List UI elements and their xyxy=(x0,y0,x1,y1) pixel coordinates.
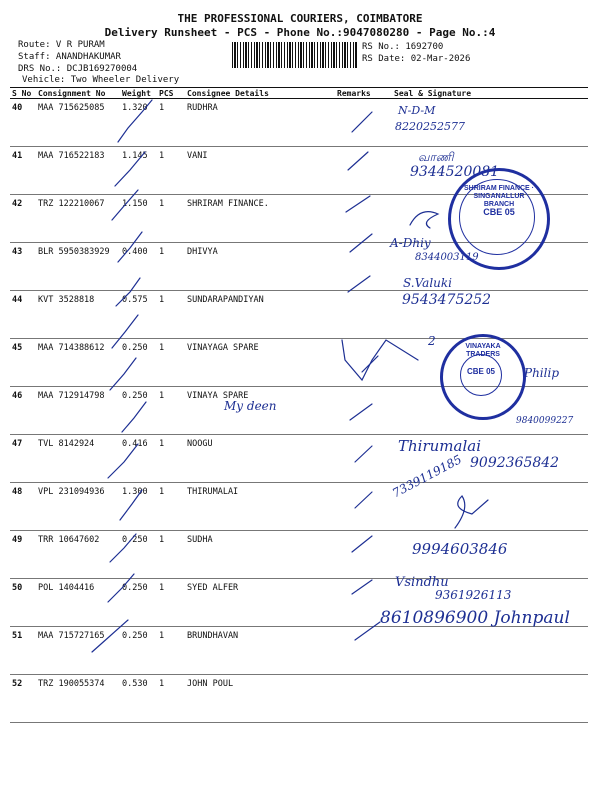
column-header: PCS xyxy=(157,88,185,99)
pcs: 1 xyxy=(157,483,185,531)
handwritten-phone: 9344520081 xyxy=(410,164,500,180)
handwritten-name: A-Dhiy xyxy=(390,236,431,250)
consignment-no: MAA 715625085 xyxy=(36,99,120,147)
tick-mark xyxy=(122,402,146,432)
vinayaka-seal xyxy=(440,334,526,420)
signature-stroke xyxy=(410,212,438,228)
handwritten-phone: 9543475252 xyxy=(402,292,492,308)
serial-no: 46 xyxy=(10,387,36,435)
remark-stroke xyxy=(352,536,372,552)
column-header: Seal & Signature xyxy=(392,88,588,99)
consignment-no: MAA 716522183 xyxy=(36,147,120,195)
consignee: BRUNDHAVAN xyxy=(185,627,335,675)
weight: 0.250 xyxy=(120,627,157,675)
tick-mark xyxy=(118,100,152,142)
remark-stroke xyxy=(348,276,370,292)
shriram-seal xyxy=(448,168,550,270)
consignee: VINAYA SPARE xyxy=(185,387,335,435)
column-header: Remarks xyxy=(335,88,392,99)
tick-mark xyxy=(112,315,138,348)
consignment-no: VPL 231094936 xyxy=(36,483,120,531)
consignee: JOHN POUL xyxy=(185,675,335,723)
consignee: DHIVYA xyxy=(185,243,335,291)
remark-stroke xyxy=(350,234,372,252)
rs-number: RS No.: 1692700 xyxy=(362,42,444,52)
pcs: 1 xyxy=(157,243,185,291)
consignment-no: TVL 8142924 xyxy=(36,435,120,483)
handwritten-name: Vsindhu xyxy=(395,575,449,590)
drs-number: DRS No.: DCJB169270004 xyxy=(18,64,138,74)
serial-no: 52 xyxy=(10,675,36,723)
pcs: 1 xyxy=(157,435,185,483)
pcs: 1 xyxy=(157,339,185,387)
serial-no: 43 xyxy=(10,243,36,291)
consignee: SHRIRAM FINANCE. xyxy=(185,195,335,243)
consignee: RUDHRA xyxy=(185,99,335,147)
consignment-no: POL 1404416 xyxy=(36,579,120,627)
weight: 0.530 xyxy=(120,675,157,723)
pcs: 1 xyxy=(157,291,185,339)
consignment-no: MAA 712914798 xyxy=(36,387,120,435)
weight: 0.400 xyxy=(120,243,157,291)
consignee: NOOGU xyxy=(185,435,335,483)
pcs: 1 xyxy=(157,195,185,243)
weight: 0.416 xyxy=(120,435,157,483)
weight: 0.575 xyxy=(120,291,157,339)
tick-mark xyxy=(116,278,140,306)
serial-no: 45 xyxy=(10,339,36,387)
consignment-no: TRZ 122210067 xyxy=(36,195,120,243)
handwritten-phone: 9361926113 xyxy=(435,588,512,602)
serial-no: 49 xyxy=(10,531,36,579)
weight: 1.320 xyxy=(120,99,157,147)
vehicle-label: Vehicle: Two Wheeler Delivery xyxy=(22,75,180,85)
consignee: VINAYAGA SPARE xyxy=(185,339,335,387)
weight: 1.300 xyxy=(120,483,157,531)
consignee: VANI xyxy=(185,147,335,195)
serial-no: 51 xyxy=(10,627,36,675)
column-header: S No xyxy=(10,88,36,99)
route-label: Route: V R PURAM xyxy=(18,40,105,50)
seal-code: CBE 05 xyxy=(466,367,495,376)
column-header: Consignee Details xyxy=(185,88,335,99)
serial-no: 44 xyxy=(10,291,36,339)
serial-no: 50 xyxy=(10,579,36,627)
weight: 1.145 xyxy=(120,147,157,195)
pcs: 1 xyxy=(157,387,185,435)
handwritten-name: Thirumalai xyxy=(398,437,481,455)
serial-no: 41 xyxy=(10,147,36,195)
tick-mark xyxy=(110,358,136,390)
tick-mark xyxy=(108,574,134,602)
pcs: 1 xyxy=(157,531,185,579)
remark-stroke xyxy=(346,196,370,212)
consignment-no: BLR 5950383929 xyxy=(36,243,120,291)
document-subtitle: Delivery Runsheet - PCS - Phone No.:9047080280 - Page No.:4 xyxy=(104,26,496,39)
seal-text: VINAYAKA TRADERS xyxy=(465,343,501,358)
handwritten-name: வாணி xyxy=(418,150,454,164)
pcs: 1 xyxy=(157,99,185,147)
seal-text: SHRIRAM FINANCE · SINGANALLUR BRANCH xyxy=(464,185,534,208)
consignee: SUNDARAPANDIYAN xyxy=(185,291,335,339)
pcs: 1 xyxy=(157,627,185,675)
handwritten-consignee-extra: My deen xyxy=(224,399,277,413)
handwritten-name: Philip xyxy=(524,366,559,380)
consignee: THIRUMALAI xyxy=(185,483,335,531)
tick-mark xyxy=(110,534,136,562)
consignee: SUDHA xyxy=(185,531,335,579)
remark-stroke xyxy=(348,152,368,170)
tick-mark xyxy=(92,620,128,652)
handwritten-phone: 9092365842 xyxy=(470,455,560,471)
tick-mark xyxy=(115,152,145,186)
weight: 1.150 xyxy=(120,195,157,243)
serial-no: 40 xyxy=(10,99,36,147)
remark-stroke xyxy=(350,404,372,420)
remark-stroke xyxy=(342,340,418,380)
tick-mark xyxy=(108,444,138,478)
pcs: 1 xyxy=(157,579,185,627)
staff-label: Staff: ANANDHAKUMAR xyxy=(18,52,121,62)
tick-mark xyxy=(112,190,138,220)
rs-date: RS Date: 02-Mar-2026 xyxy=(362,54,471,64)
weight: 0.250 xyxy=(120,579,157,627)
handwritten-mark: 2 xyxy=(428,334,436,348)
remark-stroke xyxy=(355,492,372,508)
pcs: 1 xyxy=(157,675,185,723)
handwritten-name: S.Valuki xyxy=(403,276,453,290)
remark-stroke xyxy=(355,446,372,462)
remark-stroke xyxy=(352,112,372,132)
signature-stroke xyxy=(455,496,488,528)
tick-mark xyxy=(120,490,142,520)
remark-stroke xyxy=(362,356,378,372)
weight: 0.250 xyxy=(120,387,157,435)
handwritten-phone: 7339119185 xyxy=(390,452,464,501)
pcs: 1 xyxy=(157,147,185,195)
weight: 0.250 xyxy=(120,339,157,387)
weight: 0.250 xyxy=(120,531,157,579)
remark-stroke xyxy=(355,622,380,640)
consignee: SYED ALFER xyxy=(185,579,335,627)
serial-no: 47 xyxy=(10,435,36,483)
handwritten-phone: 9994603846 xyxy=(412,540,508,558)
seal-code: CBE 05 xyxy=(483,207,515,217)
handwritten-phone: 8220252577 xyxy=(395,120,465,133)
document-title: THE PROFESSIONAL COURIERS, COIMBATORE xyxy=(177,12,423,25)
handwritten-phone: 8610896900 Johnpaul xyxy=(380,608,570,628)
consignment-no: TRR 10647602 xyxy=(36,531,120,579)
consignment-no: KVT 3528818 xyxy=(36,291,120,339)
tick-mark xyxy=(118,232,142,262)
serial-no: 48 xyxy=(10,483,36,531)
column-header: Weight xyxy=(120,88,157,99)
handwritten-phone: 9840099227 xyxy=(516,416,574,426)
serial-no: 42 xyxy=(10,195,36,243)
remark-stroke xyxy=(352,580,372,594)
handwritten-phone: 8344003119 xyxy=(415,252,479,263)
consignment-no: MAA 714388612 xyxy=(36,339,120,387)
consignment-no: TRZ 190055374 xyxy=(36,675,120,723)
handwritten-name: N-D-M xyxy=(398,104,436,117)
column-header: Consignment No xyxy=(36,88,120,99)
consignment-no: MAA 715727165 xyxy=(36,627,120,675)
